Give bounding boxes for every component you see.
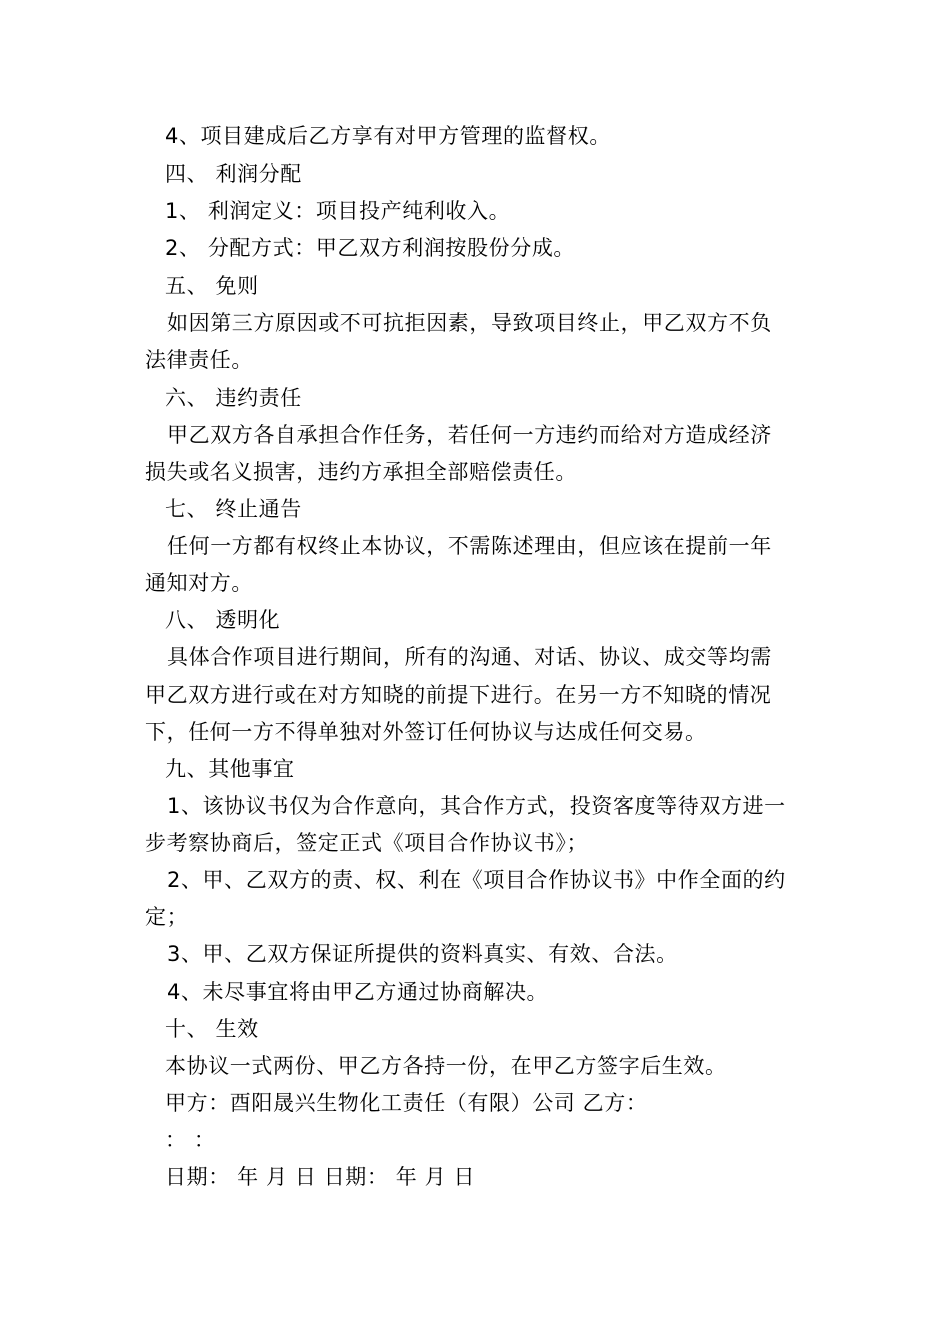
text-line: 甲乙双方进行或在对方知晓的前提下进行。在另一方不知晓的情况 [145, 683, 772, 707]
text-line: 甲乙双方各自承担合作任务，若任何一方违约而给对方造成经济 [167, 423, 772, 447]
text-line: 具体合作项目进行期间，所有的沟通、对话、协议、成交等均需 [167, 645, 772, 669]
text-line: 通知对方。 [145, 571, 253, 595]
section-heading: 四、 利润分配 [165, 162, 302, 186]
text-line: 1、 利润定义：项目投产纯利收入。 [165, 199, 511, 223]
text-line: 定； [145, 905, 189, 929]
section-heading: 六、 违约责任 [165, 386, 302, 410]
text-line: 如因第三方原因或不可抗拒因素，导致项目终止，甲乙双方不负 [167, 311, 772, 335]
text-line: 3、甲、乙双方保证所提供的资料真实、有效、合法。 [167, 942, 678, 966]
text-line: 任何一方都有权终止本协议，不需陈述理由，但应该在提前一年 [167, 534, 772, 558]
text-line: 下，任何一方不得单独对外签订任何协议与达成任何交易。 [145, 720, 707, 744]
section-heading: 八、 透明化 [165, 608, 281, 632]
section-heading: 七、 终止通告 [165, 497, 302, 521]
signature-party-line: 甲方：酉阳晟兴生物化工责任（有限）公司 乙方： [165, 1091, 648, 1115]
text-line: 步考察协商后，签定正式《项目合作协议书》； [145, 831, 589, 855]
text-line: 2、 分配方式：甲乙双方利润按股份分成。 [165, 236, 576, 260]
text-line: 4、项目建成后乙方享有对甲方管理的监督权。 [165, 124, 611, 148]
text-line: 2、甲、乙双方的责、权、利在《项目合作协议书》中作全面的约 [167, 868, 786, 892]
section-heading: 五、 免则 [165, 274, 259, 298]
section-heading: 十、 生效 [165, 1017, 259, 1041]
text-line: 1、该协议书仅为合作意向，其合作方式，投资客度等待双方进一 [167, 794, 786, 818]
text-line: 法律责任。 [145, 348, 253, 372]
signature-blank-line: ： ： [165, 1128, 216, 1152]
text-line: 4、未尽事宜将由甲乙方通过协商解决。 [167, 980, 549, 1004]
signature-date-line: 日期： 年 月 日 日期： 年 月 日 [165, 1165, 476, 1189]
section-heading: 九、其他事宜 [165, 757, 295, 781]
text-line: 本协议一式两份、甲乙方各持一份，在甲乙方签字后生效。 [165, 1054, 727, 1078]
text-line: 损失或名义损害，违约方承担全部赔偿责任。 [145, 460, 577, 484]
